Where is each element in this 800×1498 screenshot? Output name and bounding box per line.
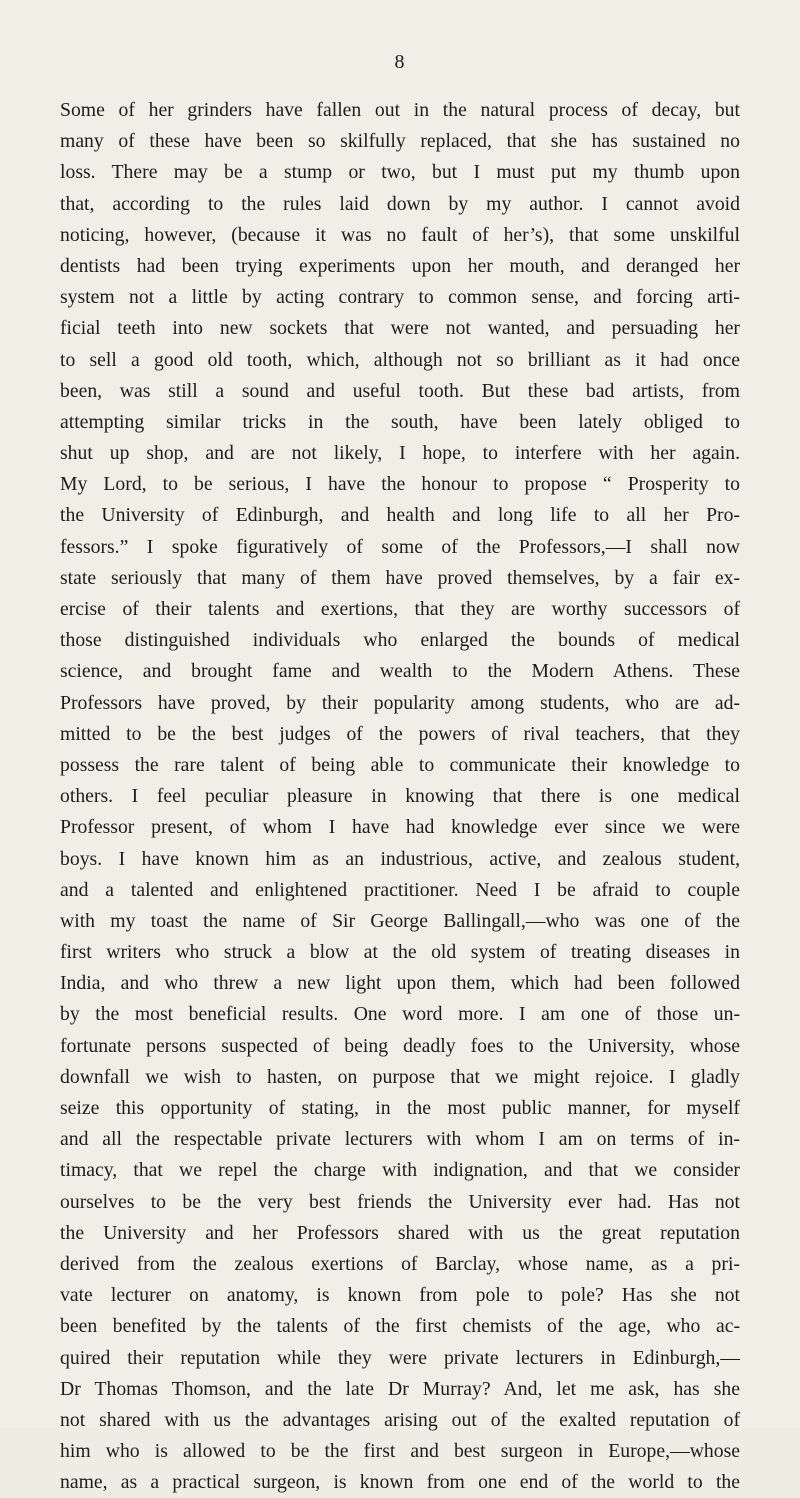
text-line: derived from the zealous exertions of Barclay, whose name, as a pri- [60, 1252, 740, 1275]
text-line: name, as a practical surgeon, is known from one end of the world to the [60, 1471, 740, 1494]
text-line: state seriously that many of them have proved themselves, by a fair ex- [60, 566, 740, 589]
text-line: many of these have been so skilfully replaced, that she has sustained no [60, 130, 740, 153]
text-line: science, and brought fame and wealth to the Modern Athens. These [60, 660, 740, 683]
body-text [60, 95, 740, 1498]
text-line: the University and her Professors shared with us the great reputation [60, 1221, 740, 1244]
text-line: ercise of their talents and exertions, that they are worthy successors of [60, 598, 740, 620]
text-line: seize this opportunity of stating, in the most public manner, for myself [60, 1097, 740, 1119]
text-line: shut up shop, and are not likely, I hope, to interfere with her again. [60, 442, 740, 465]
text-line: downfall we wish to hasten, on purpose that we might rejoice. I gladly [60, 1065, 740, 1088]
text-line: vate lecturer on anatomy, is known from pole to pole? Has she not [60, 1284, 740, 1307]
text-line: India, and who threw a new light upon them, which had been followed [60, 972, 740, 995]
text-line: loss. There may be a stump or two, but I must put my thumb upon [60, 161, 740, 184]
text-line: Dr Thomas Thomson, and the late Dr Murray? And, let me ask, has she [60, 1377, 740, 1400]
text-line: noticing, however, (because it was no fault of her’s), that some unskilful [60, 223, 740, 246]
text-line: Some of her grinders have fallen out in the natural process of decay, but [60, 99, 740, 121]
text-line: boys. I have known him as an industrious, active, and zealous student, [60, 847, 740, 870]
text-line: Professors have proved, by their popularity among students, who are ad- [60, 691, 740, 714]
text-line: possess the rare talent of being able to communicate their knowledge to [60, 753, 740, 776]
text-line: and all the respectable private lecturers with whom I am on terms of in- [60, 1128, 740, 1151]
text-line: the University of Edinburgh, and health and long life to all her Pro- [60, 504, 740, 527]
text-line: been benefited by the talents of the first chemists of the age, who ac- [60, 1315, 740, 1338]
text-line: to sell a good old tooth, which, although not so brilliant as it had once [60, 348, 740, 371]
text-line: been, was still a sound and useful tooth. But these bad artists, from [60, 379, 740, 402]
text-line: that, according to the rules laid down by my author. I cannot avoid [60, 192, 740, 215]
text-line: My Lord, to be serious, I have the honour to propose “ Prosperity to [60, 473, 740, 496]
text-line: system not a little by acting contrary to common sense, and forcing arti- [60, 286, 740, 309]
text-line: attempting similar tricks in the south, have been lately obliged to [60, 410, 740, 433]
text-line: first writers who struck a blow at the old system of treating diseases in [60, 941, 740, 964]
text-line: and a talented and enlightened practitioner. Need I be afraid to couple [60, 878, 740, 901]
text-line: mitted to be the best judges of the powers of rival teachers, that they [60, 722, 740, 745]
text-line: by the most beneficial results. One word more. I am one of those un- [60, 1003, 740, 1026]
text-line: Professor present, of whom I have had knowledge ever since we were [60, 816, 740, 839]
text-line: those distinguished individuals who enlarged the bounds of medical [60, 629, 740, 652]
text-line: ourselves to be the very best friends the University ever had. Has not [60, 1190, 740, 1213]
text-line: fortunate persons suspected of being deadly foes to the University, whose [60, 1034, 740, 1057]
text-line: ficial teeth into new sockets that were not wanted, and persuading her [60, 317, 740, 340]
text-line: others. I feel peculiar pleasure in knowing that there is one medical [60, 785, 740, 808]
text-line: fessors.” I spoke figuratively of some of the Professors,—I shall now [60, 535, 740, 558]
text-line: dentists had been trying experiments upon her mouth, and deranged her [60, 254, 740, 277]
page-number: 8 [394, 51, 406, 73]
text-line: not shared with us the advantages arising out of the exalted reputation of [60, 1408, 740, 1431]
text-line: quired their reputation while they were private lecturers in Edinburgh,— [60, 1346, 740, 1369]
text-line: timacy, that we repel the charge with indignation, and that we consider [60, 1159, 740, 1182]
text-line: him who is allowed to be the first and best surgeon in Europe,—whose [60, 1440, 740, 1463]
text-line: with my toast the name of Sir George Ballingall,—who was one of the [60, 909, 740, 932]
